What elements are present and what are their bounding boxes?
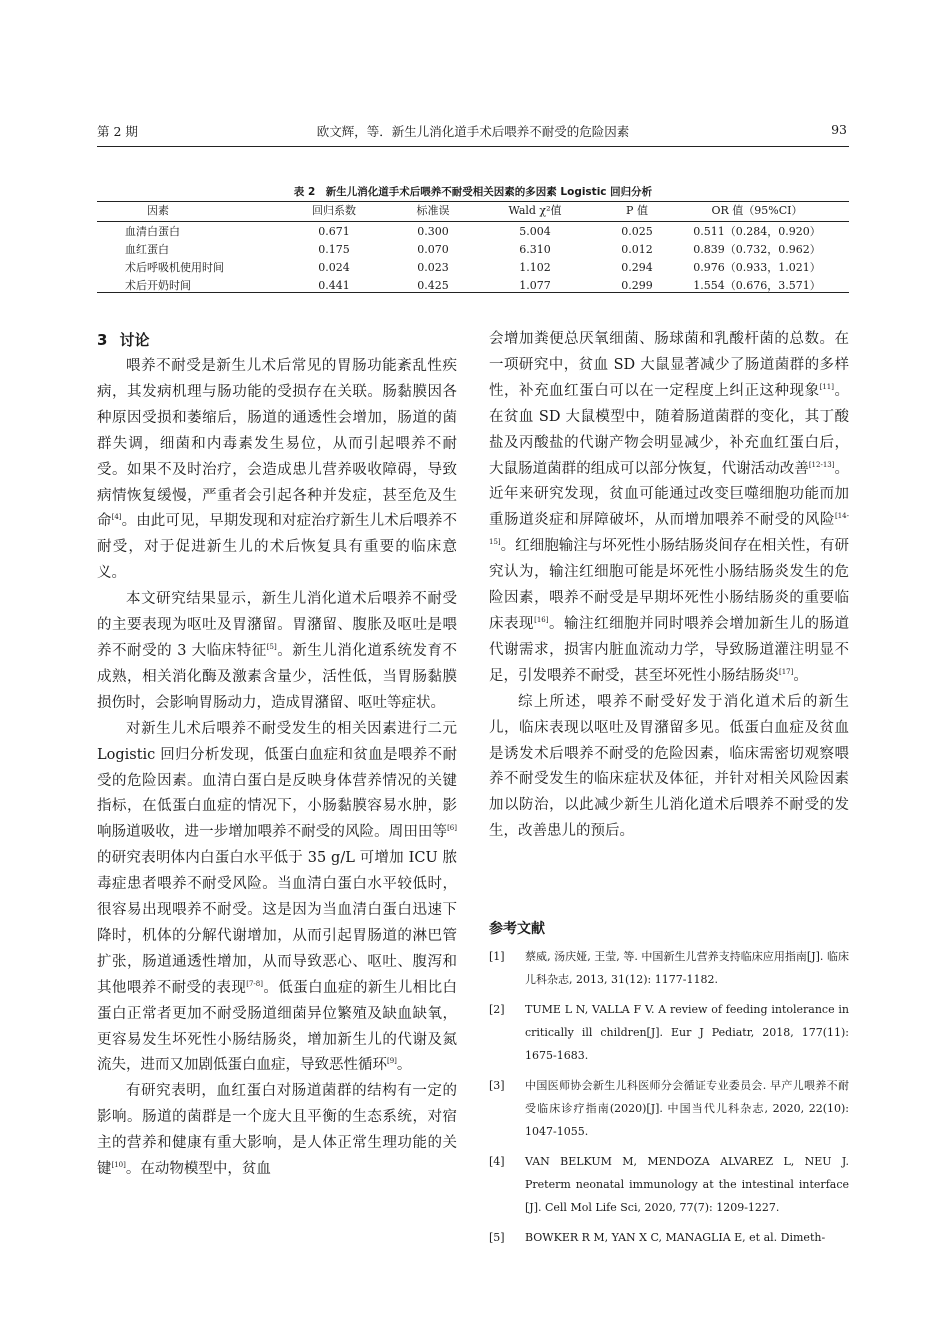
left-column — [97, 327, 457, 1183]
table-cell: 0.425 — [417, 279, 449, 292]
citation[interactable]: [12-13] — [808, 460, 835, 469]
reference-number: [1] — [489, 950, 505, 963]
paragraph — [489, 690, 849, 845]
reference-item — [489, 945, 849, 991]
table-row — [97, 241, 849, 259]
citation[interactable]: [6] — [447, 824, 457, 833]
page-number: 93 — [831, 122, 847, 137]
table-cell: 1.554（0.676，3.571） — [693, 279, 821, 292]
table-row — [97, 259, 849, 277]
table-header-row — [97, 202, 849, 220]
table-cell: 1.102 — [519, 261, 551, 274]
header-rule — [97, 146, 849, 147]
paragraph-text: 。红细胞输注与坏死性小肠结肠炎间存在相关性，有研究认为，输注红细胞可能是坏死性小肠结肠炎发生的危险因素，喂养不耐受是早期坏死性小肠结肠炎的重要临床表现 — [489, 538, 849, 632]
table-header-rule — [97, 221, 849, 222]
reference-item — [489, 1226, 849, 1249]
table-header-cell: 回归系数 — [312, 204, 356, 217]
citation[interactable]: [17] — [779, 667, 794, 676]
citation[interactable]: [16] — [534, 616, 549, 625]
running-title: 欧文辉，等．新生儿消化道手术后喂养不耐受的危险因素 — [316, 124, 630, 139]
regression-table — [97, 202, 849, 295]
reference-text: 中国医师协会新生儿科医师分会循证专业委员会. 早产儿喂养不耐受临床诊疗指南(2020)[J]. 中国当代儿科杂志, 2020, 22(10): 1047-1055. — [525, 1079, 849, 1138]
table-cell: 0.025 — [621, 225, 653, 238]
reference-text: 蔡威, 汤庆娅, 王莹, 等. 中国新生儿营养支持临床应用指南[J]. 临床儿科杂志, 2013, 31(12): 1177-1182. — [525, 950, 849, 986]
citation[interactable]: [7-8] — [246, 979, 263, 988]
table-cell: 0.299 — [621, 279, 653, 292]
running-header — [97, 122, 849, 144]
paragraph-text: 喂养不耐受是新生儿术后常见的胃肠功能紊乱性疾病，其发病机理与肠功能的受损存在关联。肠黏膜因各种原因受损和萎缩后，肠道的通透性会增加，肠道的菌群失调，细菌和内毒素发生易位，从而引起喂养不耐受。如果不及时治疗，会造成患儿营养吸收障碍，导致病情恢复缓慢，严重者会引起各种并发症，甚至危及生命 — [97, 358, 457, 530]
references-heading: 参考文献 — [489, 921, 545, 937]
paragraph — [97, 354, 457, 587]
table-cell: 0.294 — [621, 261, 653, 274]
table-cell: 0.024 — [318, 261, 350, 274]
reference-item — [489, 998, 849, 1067]
paragraph-text: 。低蛋白血症的新生儿相比白蛋白正常者更加不耐受肠道细菌异位繁殖及缺血缺氧，更容易发生坏死性小肠结肠炎，增加新生儿的代谢及氮流失，进而又加剧低蛋白血症，导致恶性循环 — [97, 979, 458, 1074]
paragraph-text: 。在贫血 SD 大鼠模型中，随着肠道菌群的变化，其丁酸盐及丙酸盐的代谢产物会明显减少，补充血红蛋白后，大鼠肠道菌群的组成可以部分恢复，代谢活动改善 — [489, 382, 850, 477]
table-cell: 0.671 — [318, 225, 350, 238]
reference-list — [489, 945, 849, 1256]
paragraph — [97, 587, 457, 717]
reference-number: [5] — [489, 1231, 505, 1244]
table-caption: 表 2 新生儿消化道手术后喂养不耐受相关因素的多因素 Logistic 回归分析 — [293, 186, 653, 198]
paragraph-text: 。 — [793, 667, 808, 684]
table-cell: 0.175 — [318, 243, 350, 256]
paragraph-text: 有研究表明，血红蛋白对肠道菌群的结构有一定的影响。肠道的菌群是一个庞大且平衡的生态系统，对宿主的营养和健康有重大影响，是人体正常生理功能的关键 — [97, 1083, 457, 1178]
paragraph — [97, 717, 457, 1080]
paragraph — [489, 327, 849, 690]
paragraph-text: 。在动物模型中，贫血 — [125, 1161, 271, 1178]
table-bottom-rule — [97, 292, 849, 293]
citation[interactable]: [10] — [111, 1161, 126, 1170]
paragraph-text: 的研究表明体内白蛋白水平低于 35 g/L 可增加 ICU 脓毒症患者喂养不耐受风险。当血清白蛋白水平较低时，很容易出现喂养不耐受。这是因为当血清白蛋白迅速下降时，机体的分解代谢增加，从而引起胃肠道的淋巴管扩张，肠道通透性增加，从而导致恶心、呕吐、腹泻和其他喂养不耐受的表现 — [97, 850, 457, 996]
table-cell: 0.441 — [318, 279, 350, 292]
table-cell: 0.070 — [417, 243, 449, 256]
table-cell: 0.511（0.284，0.920） — [693, 225, 821, 238]
table-row — [97, 223, 849, 241]
table-cell: 5.004 — [519, 225, 551, 238]
table-header-cell: 标准误 — [416, 204, 450, 217]
table-cell: 1.077 — [519, 279, 551, 292]
right-column — [489, 327, 849, 845]
paragraph — [97, 1079, 457, 1183]
section-heading — [97, 327, 457, 354]
citation[interactable]: [14-15] — [489, 512, 849, 547]
paragraph-text: 本文研究结果显示，新生儿消化道术后喂养不耐受的主要表现为呕吐及胃潴留。胃潴留、腹胀及呕吐是喂养不耐受的 3 大临床特征 — [97, 591, 457, 659]
reference-text: TUME L N, VALLA F V. A review of feeding intolerance in critically ill children[J]. Eur J Pediatr, 2018, 177(11): 1675-1683. — [525, 1003, 849, 1062]
citation[interactable]: [9] — [387, 1057, 397, 1066]
table-cell: 术后呼吸机使用时间 — [125, 261, 224, 274]
paragraph-text: 对新生儿术后喂养不耐受发生的相关因素进行二元 Logistic 回归分析发现，低蛋白血症和贫血是喂养不耐受的危险因素。血清白蛋白是反映身体营养情况的关键指标，在低蛋白血症的情况下，小肠黏膜容易水肿，影响肠道吸收，进一步增加喂养不耐受的风险。周田田等 — [97, 720, 457, 841]
reference-number: [4] — [489, 1155, 505, 1168]
table-header-cell: OR 值（95%CI） — [711, 204, 803, 217]
citation[interactable]: [5] — [266, 643, 277, 652]
citation[interactable]: [11] — [819, 382, 834, 391]
table-cell: 0.023 — [417, 261, 449, 274]
paragraph-text: 。输注红细胞并同时喂养会增加新生儿的肠道代谢需求，损害内脏血流动力学，导致肠道灌注明显不足，引发喂养不耐受，甚至坏死性小肠结肠炎 — [489, 615, 850, 684]
paragraph-text: 会增加粪便总厌氧细菌、肠球菌和乳酸杆菌的总数。在一项研究中，贫血 SD 大鼠显著减少了肠道菌群的多样性，补充血红蛋白可以在一定程度上纠正这种现象 — [489, 331, 849, 399]
reference-text: BOWKER R M, YAN X C, MANAGLIA E, et al. Dimeth- — [525, 1231, 826, 1244]
citation[interactable]: [4] — [111, 513, 122, 522]
table-header-cell: 因素 — [147, 204, 169, 217]
paragraph-text: 。 — [396, 1057, 412, 1074]
table-cell: 0.839（0.732，0.962） — [693, 243, 821, 256]
paragraph-text: 。近年来研究发现，贫血可能通过改变巨噬细胞功能而加重肠道炎症和屏障破坏，从而增加喂养不耐受的风险 — [489, 460, 850, 529]
table-cell: 术后开奶时间 — [125, 279, 191, 292]
paragraph-text: 。新生儿消化道系统发育不成熟，相关消化酶及激素含量少，活性低，当胃肠黏膜损伤时，会影响胃肠动力，造成胃潴留、呕吐等症状。 — [97, 642, 457, 711]
table-cell: 血红蛋白 — [125, 243, 169, 256]
paragraph-text: 。由此可见，早期发现和对症治疗新生儿术后喂养不耐受，对于促进新生儿的术后恢复具有重要的临床意义。 — [97, 513, 458, 582]
issue-number: 第 2 期 — [97, 124, 138, 139]
table-cell: 血清白蛋白 — [125, 225, 180, 238]
reference-number: [2] — [489, 1003, 505, 1016]
section-title: 讨论 — [119, 331, 150, 349]
table-cell: 0.300 — [417, 225, 449, 238]
reference-text: VAN BELKUM M, MENDOZA ALVAREZ L, NEU J. Preterm neonatal immunology at the intestinal interface [J]. Cell Mol Life Sci, 2020, 77(7): 1209-1227. — [525, 1155, 849, 1214]
table-header-cell: P 值 — [626, 204, 648, 217]
reference-item — [489, 1150, 849, 1219]
table-cell: 6.310 — [519, 243, 551, 256]
paragraph-text: 综上所述，喂养不耐受好发于消化道术后的新生儿，临床表现以呕吐及胃潴留多见。低蛋白血症及贫血是诱发术后喂养不耐受的危险因素，临床需密切观察喂养不耐受发生的临床症状及体征，并针对相关风险因素加以防治，以此减少新生儿消化道术后喂养不耐受的发生，改善患儿的预后。 — [489, 693, 849, 840]
table-cell: 0.976（0.933，1.021） — [693, 261, 821, 274]
table-cell: 0.012 — [621, 243, 653, 256]
section-number: 3 — [97, 331, 108, 349]
reference-number: [3] — [489, 1079, 505, 1092]
reference-item — [489, 1074, 849, 1143]
table-header-cell: Wald χ²值 — [508, 204, 562, 217]
